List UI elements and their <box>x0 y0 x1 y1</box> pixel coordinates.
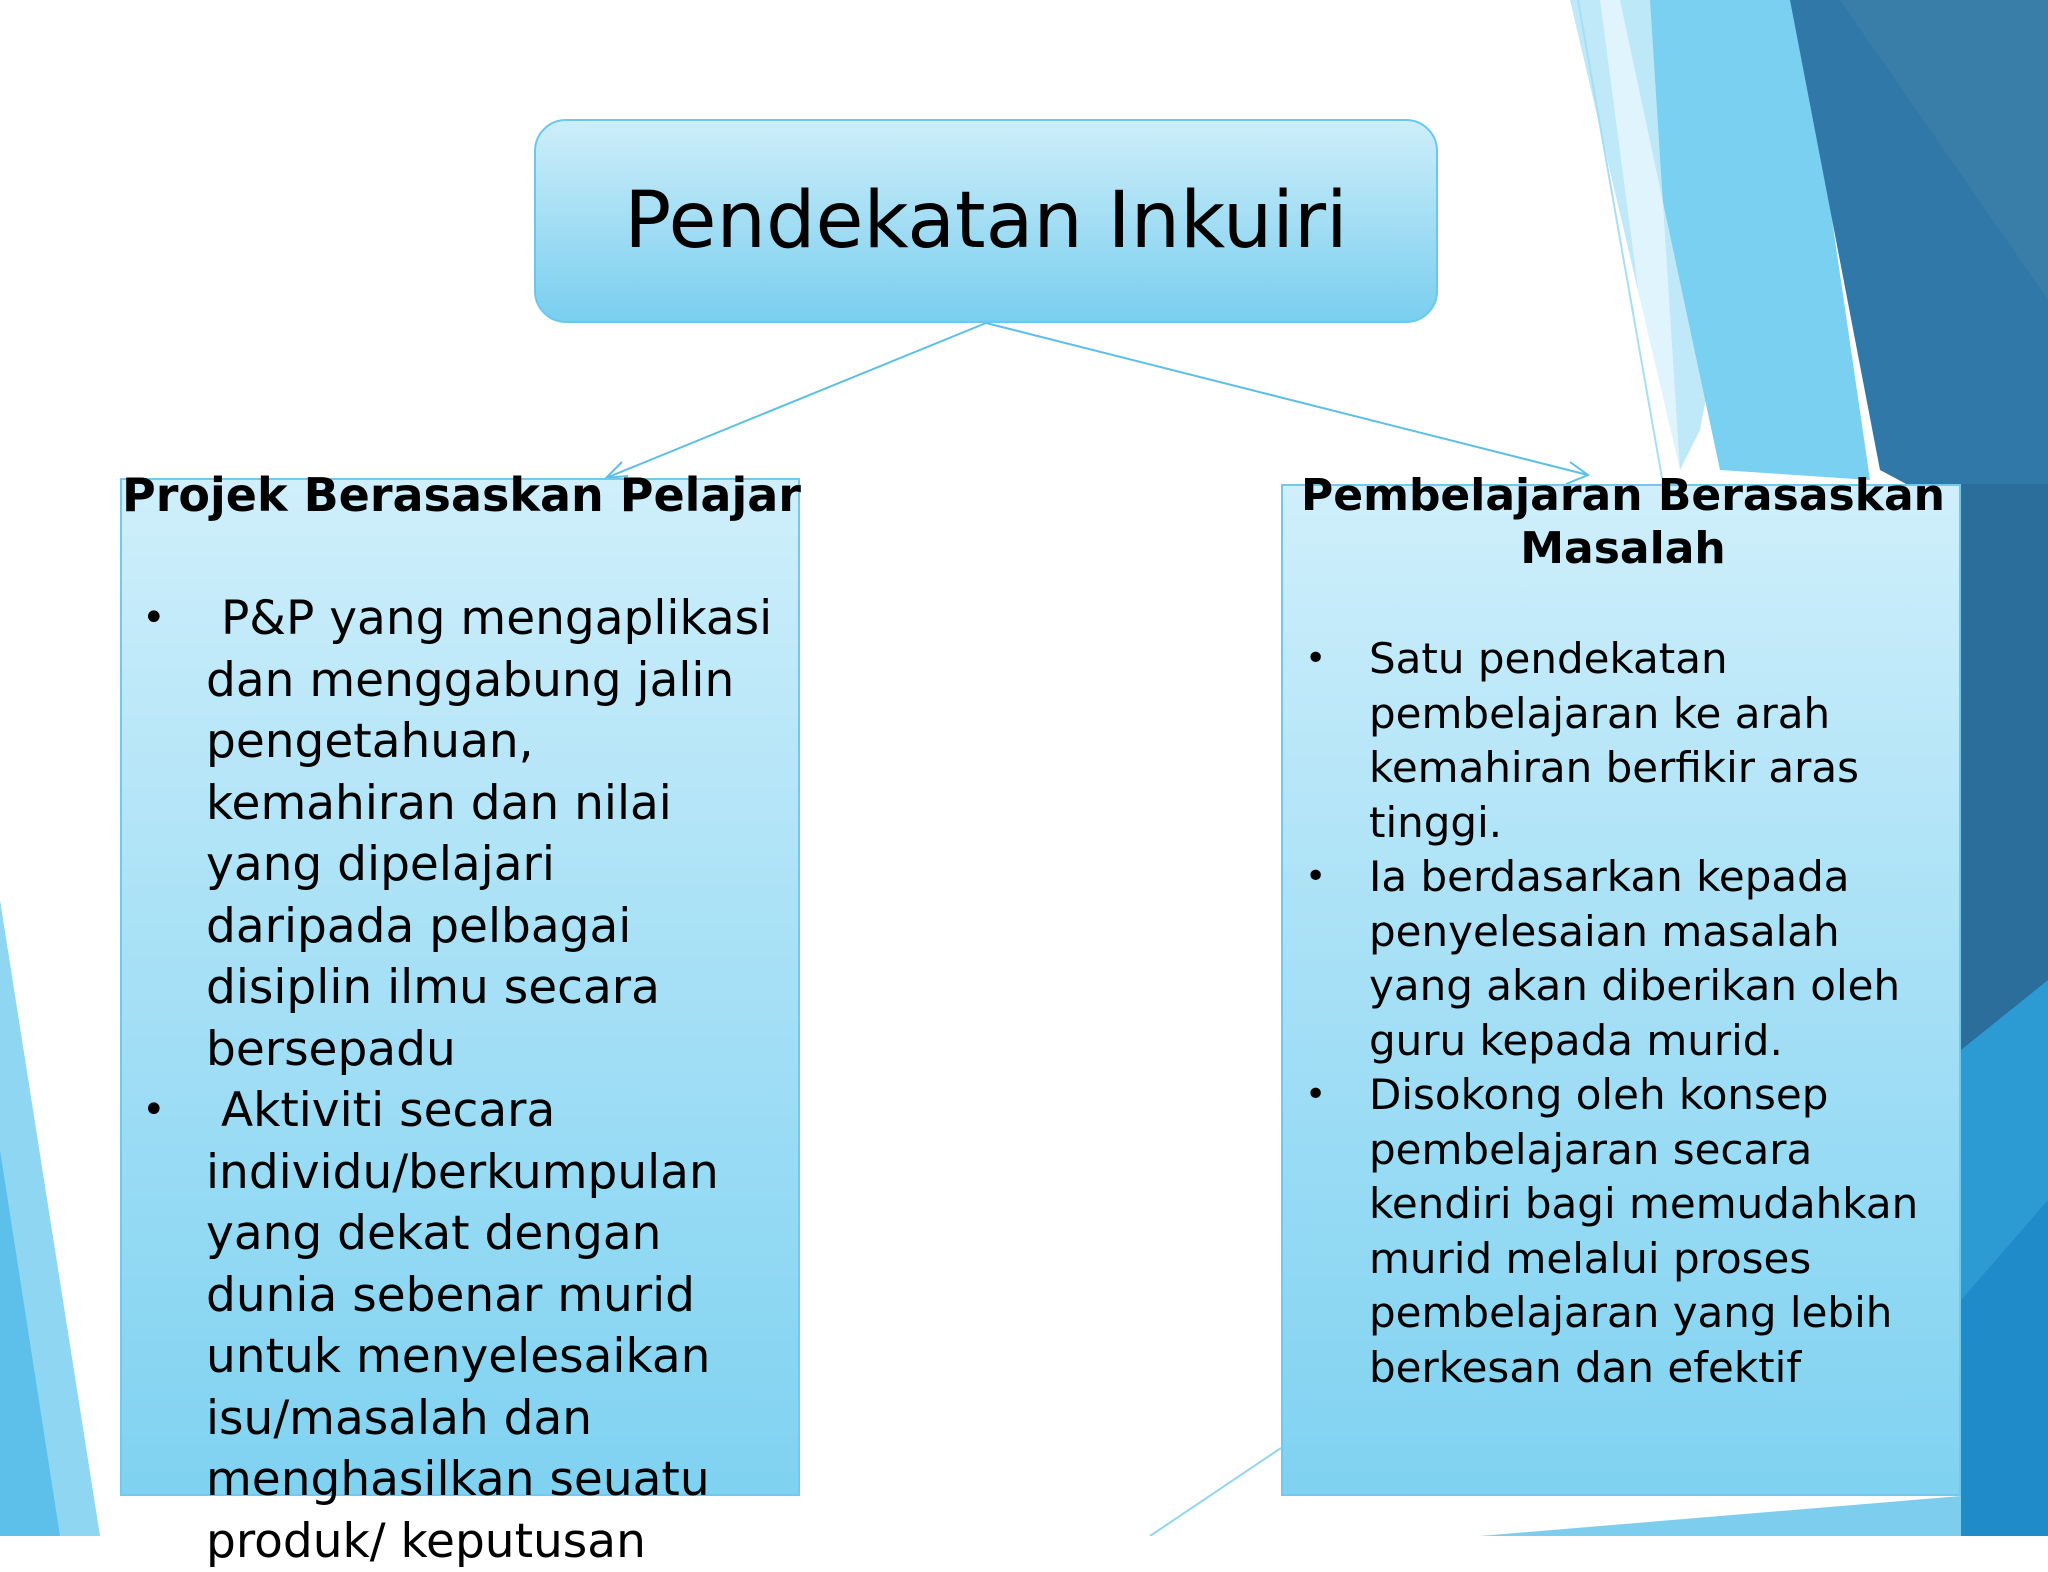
bullet-marker: • <box>142 1087 166 1133</box>
right-node-heading-line2: Masalah <box>1520 522 1726 574</box>
connector-left <box>606 323 986 478</box>
title-node <box>534 119 1438 323</box>
list-item <box>142 588 788 1080</box>
bullet-text: Disokong oleh konsep pembelajaran secara kendiri bagi memudahkan murid melalui proses pembelajaran yang lebih berkesan dan efektif <box>1369 1070 1919 1392</box>
bullet-marker: • <box>1305 1074 1327 1115</box>
bullet-text: Aktiviti secara individu/berkumpulan yang dekat dengan dunia sebenar murid untuk menyelesaikan isu/masalah dan menghasilkan seuatu produk/ keputusan <box>206 1083 734 1569</box>
right-node-heading-line1: Pembelajaran Berasaskan <box>1301 470 1945 521</box>
right-node-heading <box>1283 470 1963 576</box>
title-node-label: Pendekatan Inkuiri <box>624 176 1348 266</box>
list-item <box>142 1080 776 1572</box>
list-item <box>1305 632 1949 850</box>
list-item <box>1305 850 1949 1068</box>
list-item <box>1305 1068 1949 1395</box>
connector-right <box>986 323 1588 475</box>
bullet-text: Ia berdasarkan kepada penyelesaian masalah yang akan diberikan oleh guru kepada murid. <box>1369 852 1901 1065</box>
right-node-bullet-list <box>1305 632 1949 1395</box>
bullet-text: P&P yang mengaplikasi dan menggabung jalin pengetahuan, kemahiran dan nilai yang dipelajari daripada pelbagai disiplin ilmu secara bersepadu <box>206 591 788 1077</box>
left-node-heading: Projek Berasaskan Pelajar <box>122 468 801 522</box>
bullet-marker: • <box>1305 638 1327 679</box>
left-node-bullet-list <box>142 588 788 1572</box>
bullet-marker: • <box>142 595 166 641</box>
bullet-text: Satu pendekatan pembelajaran ke arah kemahiran berfikir aras tinggi. <box>1369 634 1860 847</box>
right-node-pembelajaran <box>1281 470 1961 1496</box>
bullet-marker: • <box>1305 856 1327 897</box>
left-node-projek <box>120 468 801 1569</box>
